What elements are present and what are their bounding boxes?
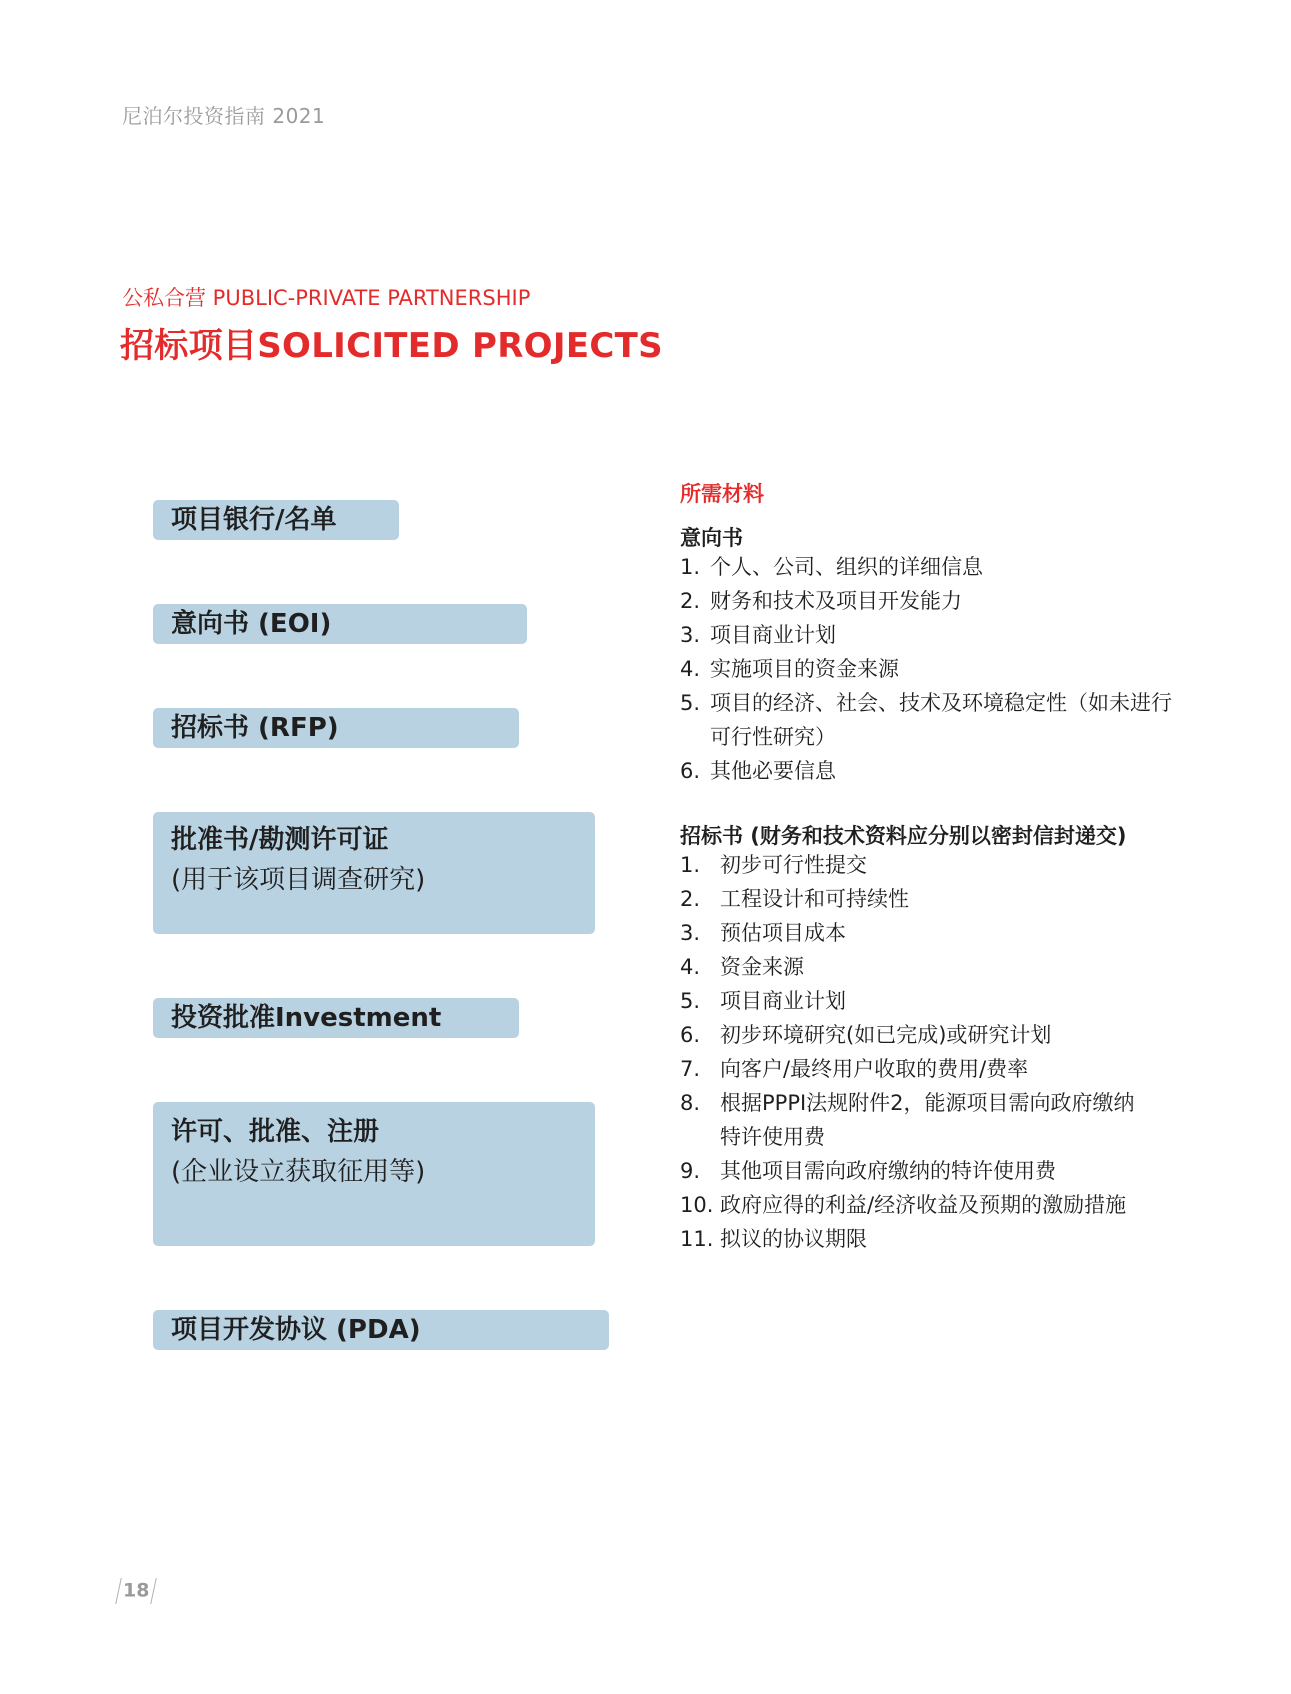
list-item: 4. 实施项目的资金来源	[680, 657, 899, 681]
materials-title: 所需材料	[680, 482, 764, 506]
list-item-continuation: 特许使用费	[720, 1125, 825, 1149]
list-item-continuation: 可行性研究）	[710, 725, 836, 749]
list-item: 6. 其他必要信息	[680, 759, 836, 783]
list-item: 3. 项目商业计划	[680, 623, 836, 647]
slash-divider-icon	[151, 1578, 158, 1604]
list-item: 1. 初步可行性提交	[680, 853, 867, 877]
step-pda	[153, 1310, 609, 1350]
eoi-section-title: 意向书	[680, 526, 743, 550]
list-item: 9. 其他项目需向政府缴纳的特许使用费	[680, 1159, 1056, 1183]
list-item: 11. 拟议的协议期限	[680, 1227, 867, 1251]
step-permits-registration	[153, 1102, 595, 1246]
step-label: 项目银行/名单	[171, 505, 337, 535]
list-item: 4. 资金来源	[680, 955, 804, 979]
page-number	[114, 1578, 158, 1604]
step-label: 招标书 (RFP)	[171, 713, 339, 743]
page-number-value: 18	[123, 1579, 150, 1602]
step-sublabel: (企业设立获取征用等)	[171, 1157, 426, 1187]
step-label: 意向书 (EOI)	[171, 609, 332, 639]
step-approval-survey-license	[153, 812, 595, 934]
step-sublabel: (用于该项目调查研究)	[171, 865, 426, 895]
rfp-requirements-list	[680, 848, 1135, 1256]
list-item: 5. 项目商业计划	[680, 989, 846, 1013]
step-project-bank	[153, 500, 399, 540]
slash-divider-icon	[115, 1578, 122, 1604]
page-title: 招标项目SOLICITED PROJECTS	[120, 326, 663, 366]
section-kicker: 公私合营 PUBLIC-PRIVATE PARTNERSHIP	[122, 286, 531, 310]
step-label: 批准书/勘测许可证	[171, 825, 389, 855]
list-item: 7. 向客户/最终用户收取的费用/费率	[680, 1057, 1029, 1081]
eoi-requirements-list	[680, 550, 1172, 788]
list-item: 6. 初步环境研究(如已完成)或研究计划	[680, 1023, 1052, 1047]
step-label: 投资批准Investment	[171, 1003, 442, 1033]
list-item: 1. 个人、公司、组织的详细信息	[680, 555, 983, 579]
list-item: 5. 项目的经济、社会、技术及环境稳定性（如未进行	[680, 691, 1172, 715]
step-eoi	[153, 604, 527, 644]
document-header-title: 尼泊尔投资指南 2021	[122, 104, 326, 128]
step-label: 项目开发协议 (PDA)	[171, 1315, 421, 1345]
list-item: 10. 政府应得的利益/经济收益及预期的激励措施	[680, 1193, 1127, 1217]
step-rfp	[153, 708, 519, 748]
list-item: 2. 财务和技术及项目开发能力	[680, 589, 962, 613]
rfp-section-title: 招标书 (财务和技术资料应分别以密封信封递交)	[680, 824, 1127, 848]
list-item: 8. 根据PPPI法规附件2，能源项目需向政府缴纳	[680, 1091, 1135, 1115]
list-item: 2. 工程设计和可持续性	[680, 887, 909, 911]
list-item: 3. 预估项目成本	[680, 921, 846, 945]
step-label: 许可、批准、注册	[171, 1117, 380, 1147]
step-investment-approval	[153, 998, 519, 1038]
